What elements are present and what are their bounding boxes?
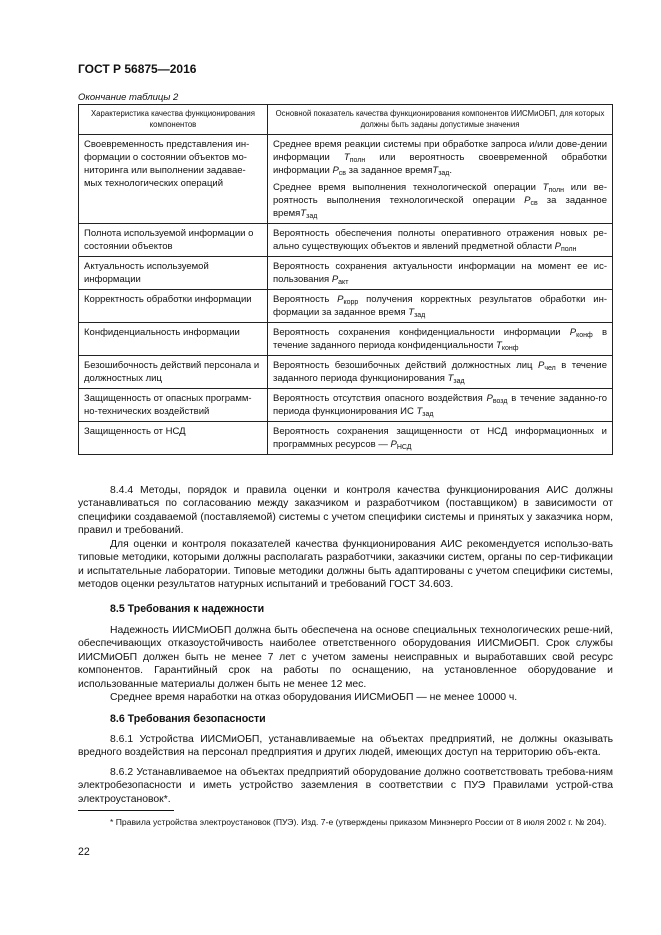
paragraph-8-4-4: 8.4.4 Методы, порядок и правила оценки и контроля качества функционирования АИС должны устанавливаться по согласованию между заказчиком и разработчиком (поставщиком) в зависимости от специфики создаваемой (поставляемой) системы с учетом специфики системы и принятых у заказчика норм, правил и требований. — [78, 485, 613, 537]
footnote-divider — [78, 810, 174, 811]
row4-characteristic: Корректность обработки информации — [79, 290, 268, 323]
table-row — [79, 135, 613, 224]
quality-table — [78, 104, 613, 455]
col1-header: Характеристика качества функционирования компонентов — [79, 105, 268, 135]
row6-characteristic: Безошибочность действий персонала и должностных лиц — [79, 356, 268, 389]
row8-indicator: Вероятность сохранения защищенности от НСД информационных и программных ресурсов — $P_{НСД}$ — [268, 422, 613, 455]
table-row — [79, 389, 613, 422]
paragraph-8-5-reliability: Надежность ИИСМиОБП должна быть обеспечена на основе специальных технологических реше-ний, обеспечивающих отказоустойчивость наиболее ответственного оборудования ИИСМиОБП. Срок службы ИИСМиОБП должен быть не менее 7 лет с учетом замены неисправных и выработавших свой ресурс компонентов. Гарантийный срок на работы по оснащению, на установленное оборудование и использованные материалы должен быть не менее 12 мес. — [78, 625, 613, 690]
row5-characteristic: Конфиденциальность информации — [79, 323, 268, 356]
page-number: 22 — [78, 846, 90, 858]
row6-indicator: Вероятность безошибочных действий должностных лиц $P_{чел}$ в течение заданного периода функционирования $T_{зад}$ — [268, 356, 613, 389]
col2-header: Основной показатель качества функционирования компонентов ИИСМиОБП, для которых должны быть заданы допустимые значения — [268, 105, 613, 135]
section-heading-8-6: 8.6 Требования безопасности — [110, 713, 266, 725]
paragraph-8-5-mtbf: Среднее время наработки на отказ оборудования ИИСМиОБП — не менее 10000 ч. — [110, 692, 518, 703]
row2-characteristic: Полнота используемой информации о состоянии объектов — [79, 224, 268, 257]
paragraph-8-6-2: 8.6.2 Устанавливаемое на объектах предприятий оборудование должно соответствовать требова-ниям электробезопасности и иметь устройство заземления в соответствии с ПУЭ Правилами устрой-ства электроустановок*. — [78, 767, 613, 805]
row5-indicator: Вероятность сохранения конфиденциальности информации $P_{конф}$ в течение заданного периода конфиденциальности $T_{конф}$ — [268, 323, 613, 356]
table-row — [79, 257, 613, 290]
row7-indicator: Вероятность отсутствия опасного воздействия $P_{возд}$ в течение заданно-го периода функционирования ИС $T_{зад}$ — [268, 389, 613, 422]
row3-characteristic: Актуальность используемой информации — [79, 257, 268, 290]
footnote: * Правила устройства электроустановок (ПУЭ). Изд. 7-е (утверждены приказом Минэнерго России от 8 июля 2002 г. № 204). — [110, 817, 607, 827]
row3-indicator: Вероятность сохранения актуальности информации на момент ее ис-пользования $P_{акт}$ — [268, 257, 613, 290]
row7-characteristic: Защищенность от опасных программ-но-технических воздействий — [79, 389, 268, 422]
row8-characteristic: Защищенность от НСД — [79, 422, 268, 455]
row1-indicator: Среднее время реакции системы при обработке запроса и/или дове-дении информации $T_{полн}$ или вероятность своевременной обработки информации $P_{св}$ за заданное времяT$_{зад}$. Среднее время выполнения технологической операции $T_{полн}$ или ве-роятность выполнения технологической операции $P_{св}$ за заданное времяT$_{зад}$ — [268, 135, 613, 224]
paragraph-8-6-1: 8.6.1 Устройства ИИСМиОБП, устанавливаемые на объектах предприятий, не должны оказывать вредного воздействия на персонал предприятия и других людей, имеющих доступ на территорию объ-екта. — [78, 734, 613, 759]
paragraph-8-4-4-methods: Для оценки и контроля показателей качества функционирования АИС рекомендуется использо-вать типовые методики, которыми должны располагать разработчики, заказчики систем, органы по сер-тификации и испытательные лаборатории. Типовые методики должны быть адаптированы с учетом специфики системы, методов оценки результатов натурных испытаний и требований ГОСТ 34.603. — [78, 539, 613, 591]
table-row — [79, 290, 613, 323]
table-row — [79, 323, 613, 356]
section-heading-8-5: 8.5 Требования к надежности — [110, 603, 265, 615]
row1-characteristic: Своевременность представления ин-формации о состоянии объектов мо-ниторинга или выполнении задавае-мых технологических операций — [79, 135, 268, 224]
document-header: ГОСТ Р 56875—2016 — [78, 62, 197, 76]
table-header-row — [79, 105, 613, 135]
table-row — [79, 224, 613, 257]
table-caption: Окончание таблицы 2 — [78, 92, 179, 103]
row4-indicator: Вероятность $P_{корр}$ получения корректных результатов обработки ин-формации за заданное время $T_{зад}$ — [268, 290, 613, 323]
table-row — [79, 422, 613, 455]
table-row — [79, 356, 613, 389]
row2-indicator: Вероятность обеспечения полноты оперативного отражения новых ре-ально существующих объектов и явлений предметной области $P_{полн}$ — [268, 224, 613, 257]
